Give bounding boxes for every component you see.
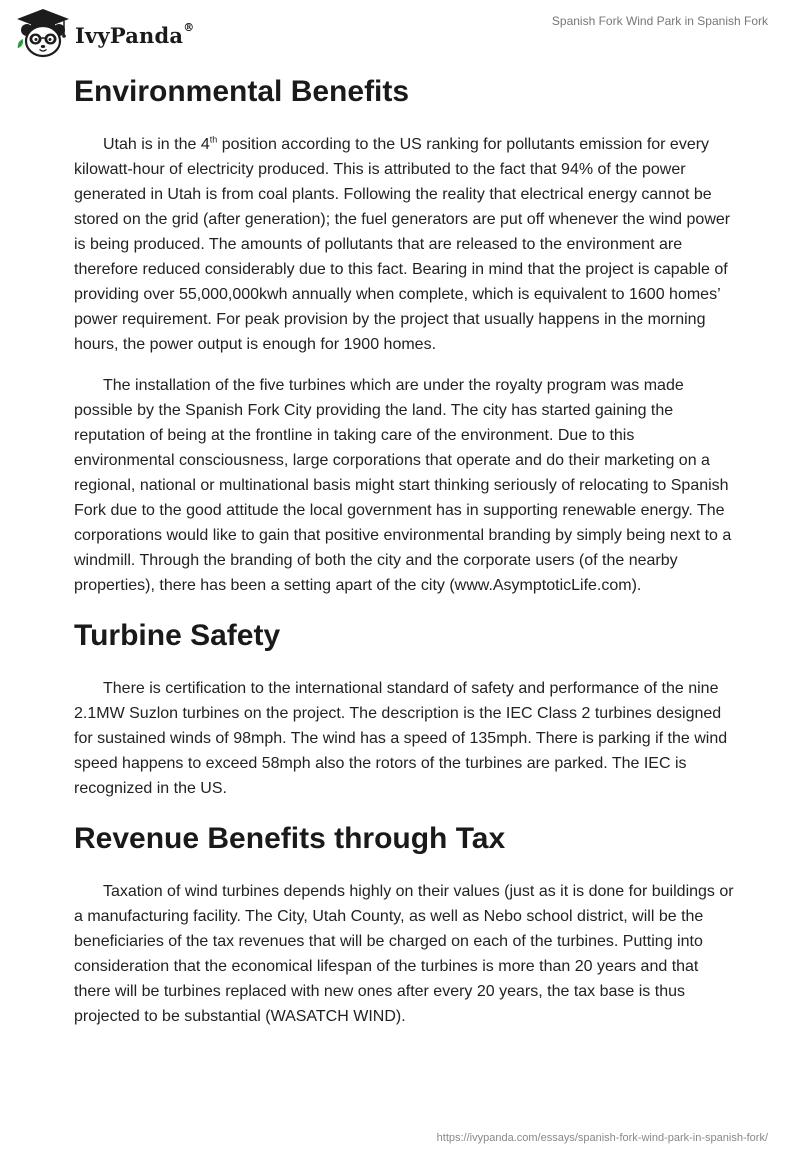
- paragraph: There is certification to the international standard of safety and performance of the nine 2.1MW Suzlon turbines on the project. The description is the IEC Class 2 turbines designed for sustained winds of 98mph. The wind has a speed of 135mph. There is parking if the wind speed happens to exceed 58mph also the rotors of the turbines are parked. The IEC is recognized in the US.: [74, 680, 728, 797]
- source-url[interactable]: https://ivypanda.com/essays/spanish-fork-wind-park-in-spanish-fork/: [436, 1132, 768, 1144]
- essay-content: [74, 70, 734, 1029]
- panda-graduate-icon: [14, 8, 72, 58]
- paragraph: The installation of the five turbines which are under the royalty program was made possible by the Spanish Fork City providing the land. The city has started gaining the reputation of being at the frontline in taking care of the environment. Due to this environmental consciousness, large corporations that operate and do their marketing on a regional, national or multinational basis might start thinking seriously of relocating to Spanish Fork due to the good attitude the local government has in supporting renewable energy. The corporations would like to gain that positive environmental branding by simply being next to a windmill. Through the branding of both the city and the corporate users (of the nearby properties), there has been a setting apart of the city (www.AsymptoticLife.com).: [74, 377, 732, 594]
- section-heading-turbine-safety: Turbine Safety: [74, 619, 281, 652]
- document-title: Spanish Fork Wind Park in Spanish Fork: [551, 14, 768, 28]
- brand-name: IvyPanda®: [75, 20, 195, 48]
- paragraph: Taxation of wind turbines depends highly on their values (just as it is done for buildings or a manufacturing facility. The City, Utah County, as well as Nebo school district, will be the beneficiaries of the tax revenues that will be charged on each of the turbines. Putting into consideration that the economical lifespan of the turbines is more than 20 years and that there will be turbines replaced with new ones after every 20 years, the tax base is thus projected to be substantial (WASATCH WIND).: [74, 883, 734, 1025]
- section-heading-environmental-benefits: Environmental Benefits: [74, 75, 410, 108]
- section-heading-revenue-benefits: Revenue Benefits through Tax: [74, 822, 506, 855]
- page-header: [0, 0, 800, 60]
- paragraph: Utah is in the 4th position according to the US ranking for pollutants emission for every kilowatt-hour of electricity produced. This is attributed to the fact that 94% of the power generated in Utah is from coal plants. Following the reality that electrical energy cannot be stored on the grid (after generation); the fuel generators are put off whenever the wind power is being produced. The amounts of pollutants that are released to the environment are therefore reduced considerably due to this fact. Bearing in mind that the project is capable of providing over 55,000,000kwh annually when complete, which is equivalent to 1600 homes’ power requirement. For peak provision by the project that usually happens in the morning hours, the power output is enough for 1900 homes.: [74, 134, 731, 353]
- brand-logo[interactable]: [14, 8, 194, 58]
